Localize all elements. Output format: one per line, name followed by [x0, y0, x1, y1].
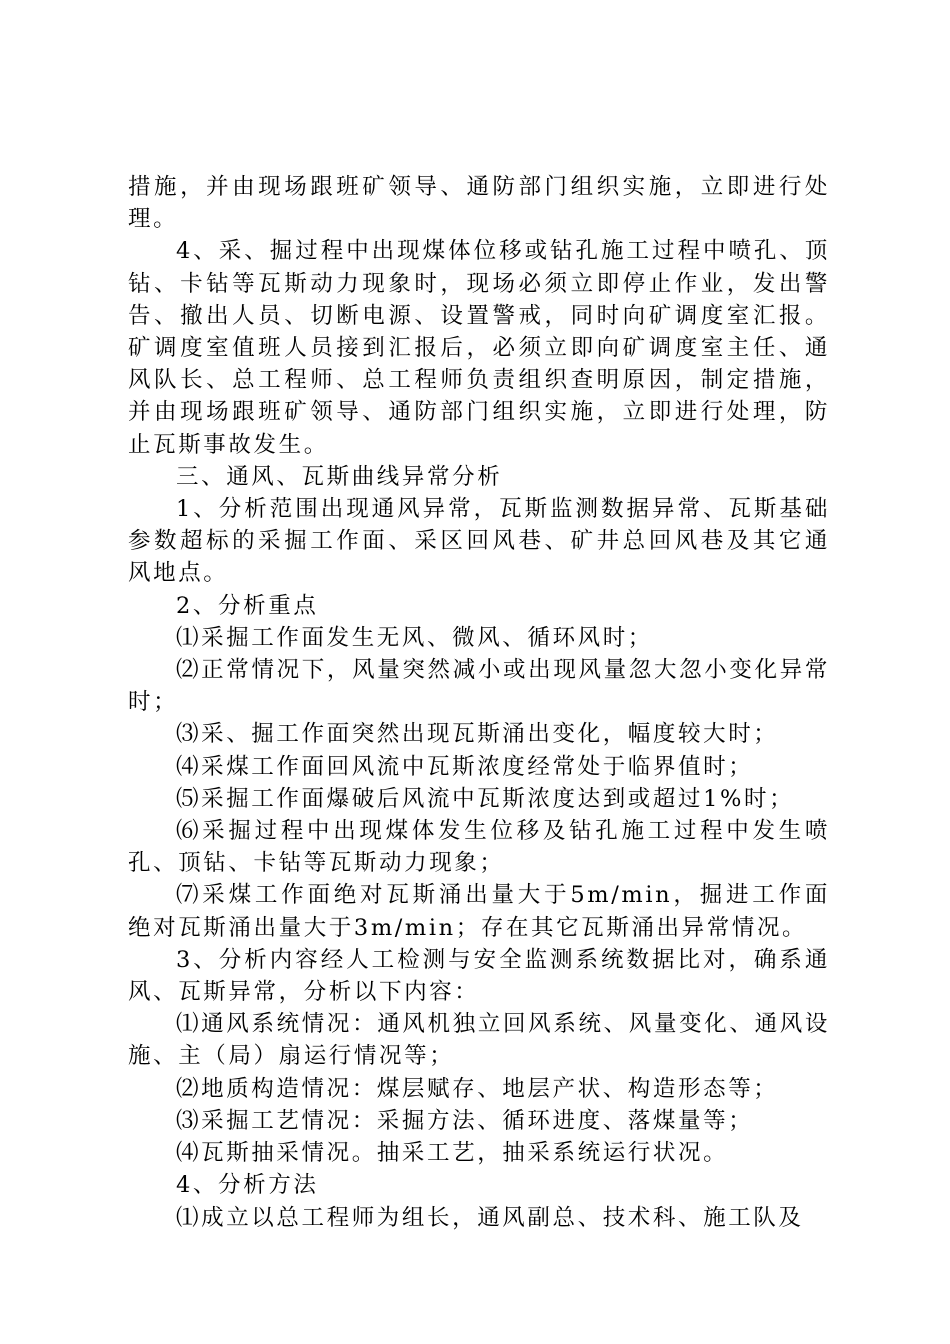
list-item: ⑵正常情况下，风量突然减小或出现风量忽大忽小变化异常时；: [128, 657, 830, 716]
paragraph-2: 4、采、掘过程中出现煤体位移或钻孔施工过程中喷孔、顶钻、卡钻等瓦斯动力现象时，现场必须立即停止作业，发出警告、撤出人员、切断电源、设置警戒，同时向矿调度室汇报。矿调度室值班人员接到汇报后，必须立即向矿调度室主任、通风队长、总工程师、总工程师负责组织查明原因，制定措施，并由现场跟班矿领导、通防部门组织实施，立即进行处理，防止瓦斯事故发生。: [128, 238, 830, 458]
list-item: ⑴采掘工作面发生无风、微风、循环风时；: [176, 624, 653, 651]
list-item: ⑷采煤工作面回风流中瓦斯浓度经常处于临界值时；: [176, 753, 754, 780]
list-item: ⑸采掘工作面爆破后风流中瓦斯浓度达到或超过1%时；: [176, 785, 795, 812]
list-item: ⑵地质构造情况：煤层赋存、地层产状、构造形态等；: [176, 1075, 779, 1102]
list-item: ⑹采掘过程中出现煤体发生位移及钻孔施工过程中发生喷孔、顶钻、卡钻等瓦斯动力现象；: [128, 818, 830, 877]
subheading-analysis-focus: 2、分析重点: [176, 592, 319, 619]
list-item: ⑺采煤工作面绝对瓦斯涌出量大于5m/min，掘进工作面绝对瓦斯涌出量大于3m/min；存在其它瓦斯涌出异常情况。: [128, 882, 830, 941]
subheading-analysis-method: 4、分析方法: [176, 1172, 319, 1199]
list-item: ⑶采、掘工作面突然出现瓦斯涌出变化，幅度较大时；: [176, 721, 779, 748]
document-body: [128, 171, 830, 1234]
paragraph-analysis-scope: 1、分析范围出现通风异常，瓦斯监测数据异常、瓦斯基础参数超标的采掘工作面、采区回风巷、矿井总回风巷及其它通风地点。: [128, 496, 830, 587]
list-item: ⑴通风系统情况：通风机独立回风系统、风量变化、通风设施、主（局）扇运行情况等；: [128, 1011, 830, 1070]
list-item: ⑶采掘工艺情况：采掘方法、循环进度、落煤量等；: [176, 1107, 754, 1134]
list-item: ⑴成立以总工程师为组长，通风副总、技术科、施工队及: [176, 1204, 804, 1231]
list-item: ⑷瓦斯抽采情况。抽采工艺，抽采系统运行状况。: [176, 1140, 729, 1167]
subheading-analysis-content: 3、分析内容经人工检测与安全监测系统数据比对，确系通风、瓦斯异常，分析以下内容：: [128, 946, 830, 1006]
section-heading: 三、通风、瓦斯曲线异常分析: [176, 463, 503, 490]
paragraph-1: 措施，并由现场跟班矿领导、通防部门组织实施，立即进行处理。: [128, 174, 830, 233]
